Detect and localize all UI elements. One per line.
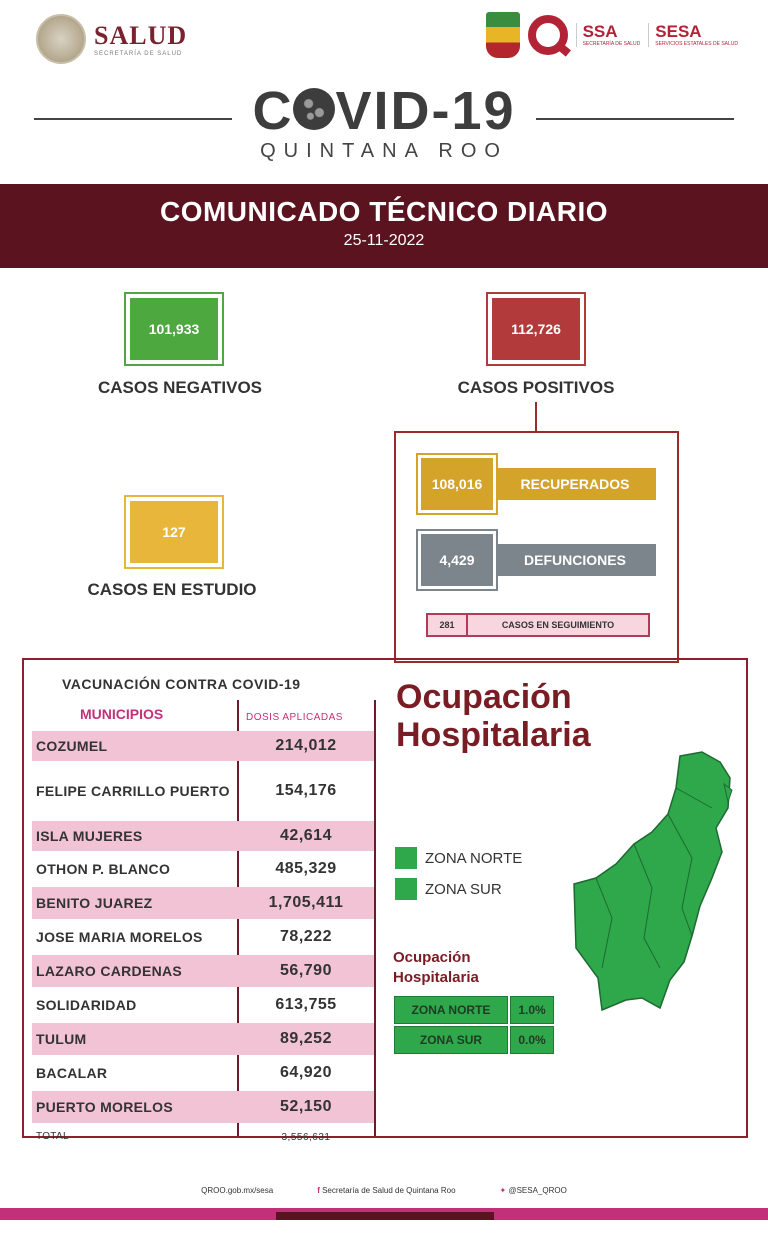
covid-title-suffix: VID-19 [335, 81, 516, 141]
table-right-border [374, 700, 376, 1136]
deaths-value: 4,429 [418, 531, 496, 589]
positive-connector [535, 402, 537, 432]
hospital-title [396, 678, 591, 754]
dosis-cell: 214,012 [275, 737, 337, 754]
table-row [32, 921, 374, 953]
sesa-subtitle: SERVICIOS ESTATALES DE SALUD [655, 41, 738, 47]
legend-zona-norte [395, 847, 522, 869]
occupancy-zone: ZONA SUR [394, 1026, 508, 1054]
positive-cases-label: CASOS POSITIVOS [457, 378, 615, 397]
vaccination-title: VACUNACIÓN CONTRA COVID-19 [62, 676, 301, 692]
q-logo-icon [528, 15, 568, 55]
municipio-cell: LAZARO CARDENAS [36, 963, 183, 979]
dosis-header: DOSIS APLICADAS [246, 712, 343, 723]
table-row [32, 989, 374, 1021]
municipios-header: MUNICIPIOS [80, 706, 164, 722]
twitter-icon: ✦ [499, 1186, 509, 1195]
dosis-cell: 42,614 [280, 827, 332, 844]
legend-zona-sur [395, 878, 502, 900]
municipio-cell: OTHON P. BLANCO [36, 861, 171, 877]
study-cases-label: CASOS EN ESTUDIO [87, 580, 257, 599]
negative-cases-label: CASOS NEGATIVOS [97, 378, 263, 397]
recovered-value: 108,016 [418, 455, 496, 513]
institution-logos [486, 12, 738, 58]
table-row [32, 1023, 374, 1055]
dosis-cell: 613,755 [275, 996, 337, 1013]
table-row [32, 1057, 374, 1089]
virus-icon [293, 88, 335, 130]
footer-facebook-text: Secretaría de Salud de Quintana Roo [322, 1186, 456, 1195]
region-subtitle: QUINTANA ROO [260, 140, 508, 162]
municipio-cell: TULUM [36, 1031, 87, 1047]
municipio-cell: SOLIDARIDAD [36, 997, 137, 1013]
small-hospital-title-line2: Hospitalaria [393, 969, 479, 986]
legend-swatch-norte [395, 847, 417, 869]
occupancy-table [394, 996, 554, 1056]
dosis-cell: 56,790 [280, 962, 332, 979]
occupancy-value: 1.0% [510, 996, 554, 1024]
small-hospital-title-line1: Ocupación [393, 949, 471, 966]
followup-value: 281 [428, 615, 468, 635]
negative-cases-value: 101,933 [126, 294, 222, 364]
total-row [32, 1127, 374, 1147]
ssa-wordmark: SSA [582, 22, 618, 41]
small-hospital-title [393, 948, 479, 988]
municipio-cell: COZUMEL [36, 738, 108, 754]
study-cases-value: 127 [126, 497, 222, 567]
dosis-cell: 1,705,411 [268, 894, 344, 911]
report-banner [0, 184, 768, 268]
total-label: TOTAL [36, 1131, 69, 1142]
municipio-cell: BACALAR [36, 1065, 108, 1081]
followup-row [426, 613, 650, 637]
dosis-cell: 485,329 [275, 860, 337, 877]
recovered-label: RECUPERADOS [494, 468, 656, 500]
footer-twitter[interactable] [500, 1186, 567, 1195]
hospital-title-line2: Hospitalaria [396, 716, 591, 754]
salud-wordmark: SALUD [94, 21, 188, 50]
dosis-cell: 78,222 [280, 928, 332, 945]
municipio-cell: ISLA MUJERES [36, 828, 143, 844]
sesa-logo [648, 23, 738, 47]
footer-website[interactable] [201, 1186, 273, 1195]
dosis-cell: 89,252 [280, 1030, 332, 1047]
banner-date: 25-11-2022 [343, 232, 425, 249]
quintana-roo-shield-icon [486, 12, 520, 58]
municipio-cell: FELIPE CARRILLO PUERTO [36, 783, 230, 799]
sesa-wordmark: SESA [655, 22, 702, 41]
covid-title-prefix: C [252, 81, 294, 141]
municipio-cell: PUERTO MORELOS [36, 1099, 173, 1115]
salud-logo [36, 14, 187, 64]
salud-subtitle: SECRETARÍA DE SALUD [94, 51, 183, 57]
municipio-cell: JOSE MARIA MORELOS [36, 929, 203, 945]
deaths-label: DEFUNCIONES [494, 544, 656, 576]
table-row [32, 887, 374, 919]
legend-label-sur: ZONA SUR [425, 880, 502, 898]
footer [0, 1186, 768, 1195]
table-row [32, 1091, 374, 1123]
mexico-seal-icon [36, 14, 86, 64]
dosis-cell: 154,176 [275, 782, 337, 799]
municipio-cell: BENITO JUAREZ [36, 895, 153, 911]
footer-website-text: QROO.gob.mx/sesa [201, 1186, 274, 1195]
followup-label: CASOS EN SEGUIMIENTO [468, 615, 648, 635]
ssa-logo [576, 23, 641, 47]
total-value: 3,556,631 [281, 1131, 331, 1143]
deaths-row [418, 531, 656, 589]
recovered-row [418, 455, 656, 513]
occupancy-zone: ZONA NORTE [394, 996, 508, 1024]
occupancy-row [394, 996, 554, 1024]
footer-bar-accent [276, 1212, 494, 1220]
legend-swatch-sur [395, 878, 417, 900]
table-row [32, 763, 374, 819]
footer-facebook[interactable] [317, 1186, 455, 1195]
ssa-subtitle: SECRETARÍA DE SALUD [582, 41, 641, 47]
banner-title: COMUNICADO TÉCNICO DIARIO [159, 196, 609, 227]
dosis-cell: 64,920 [280, 1064, 332, 1081]
table-row [32, 821, 374, 851]
table-row [32, 853, 374, 885]
legend-label-norte: ZONA NORTE [425, 849, 523, 867]
table-row [32, 731, 374, 761]
hospital-title-line1: Ocupación [396, 678, 572, 716]
quintana-roo-map-icon [572, 748, 740, 1014]
covid-title [0, 80, 768, 142]
footer-twitter-text: @SESA_QROO [508, 1186, 567, 1195]
occupancy-row [394, 1026, 554, 1054]
table-row [32, 955, 374, 987]
dosis-cell: 52,150 [280, 1098, 332, 1115]
facebook-icon: f [317, 1186, 323, 1195]
occupancy-value: 0.0% [510, 1026, 554, 1054]
positive-cases-value: 112,726 [488, 294, 584, 364]
